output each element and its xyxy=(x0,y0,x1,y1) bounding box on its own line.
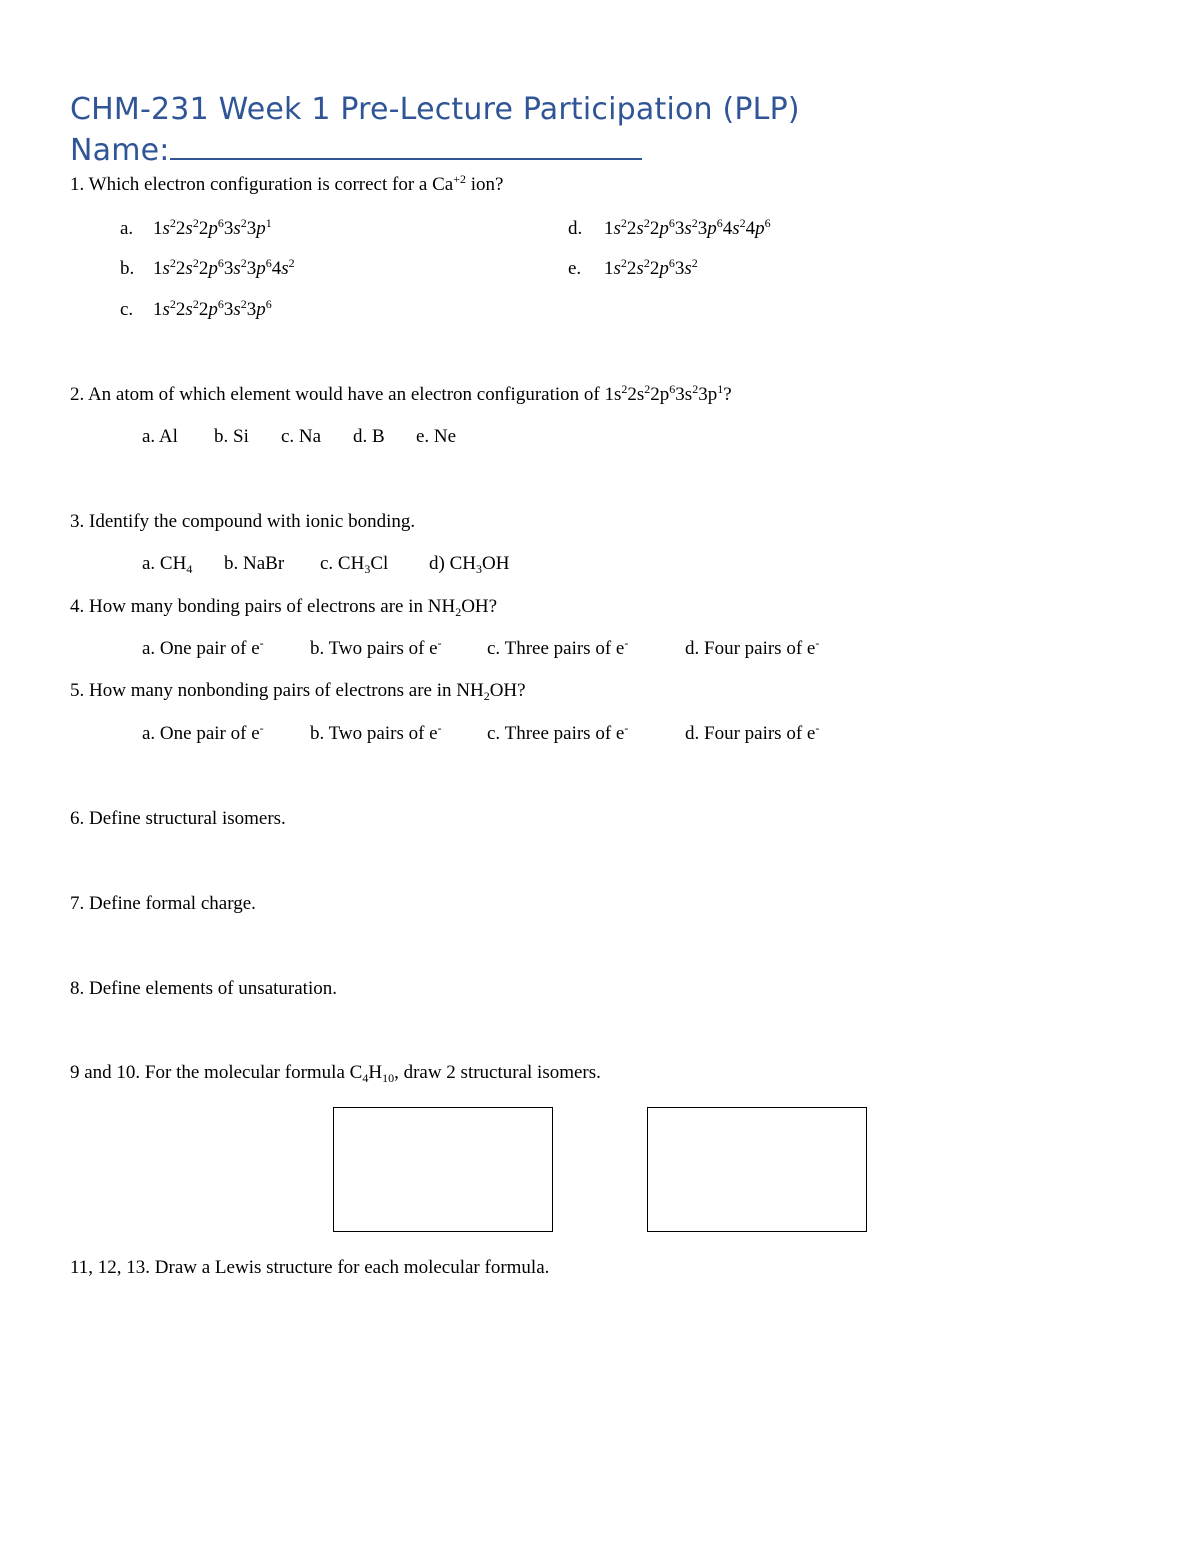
shell-number: 3 xyxy=(246,218,257,239)
orbital-letter: s xyxy=(185,258,193,279)
subscript: 2 xyxy=(483,689,490,703)
q3-option-d[interactable] xyxy=(429,553,509,575)
q1-option-a[interactable] xyxy=(120,218,133,240)
q4-option-a[interactable] xyxy=(142,638,264,660)
orbital-letter: s xyxy=(684,218,692,239)
charge-superscript: - xyxy=(624,636,629,650)
orbital-letter: s xyxy=(233,258,241,279)
electron-count: 6 xyxy=(668,256,675,270)
orbital-letter: s xyxy=(732,218,740,239)
shell-number: 2 xyxy=(649,218,660,239)
shell-number: 4 xyxy=(745,218,756,239)
shell-number: 1 xyxy=(153,258,163,279)
subscript: 3 xyxy=(475,562,482,576)
electron-count: 2 xyxy=(240,297,247,311)
name-blank-line[interactable] xyxy=(170,132,642,160)
question-5-text: 5. How many nonbonding pairs of electrons are in NH xyxy=(70,680,484,701)
question-5 xyxy=(70,680,526,702)
q1-option-e[interactable] xyxy=(568,258,581,280)
q2-option-e[interactable]: e. Ne xyxy=(416,426,457,447)
orbital-letter: s xyxy=(233,299,241,320)
electron-count: 2 xyxy=(643,216,650,230)
option-text-tail: Cl xyxy=(370,553,389,574)
q3-option-b[interactable]: b. NaBr xyxy=(224,553,285,574)
charge-superscript: - xyxy=(815,721,820,735)
electron-count: 6 xyxy=(716,216,723,230)
superscript: 2 xyxy=(692,382,699,396)
orbital-letter: s xyxy=(162,218,170,239)
shell-number: 2 xyxy=(198,218,209,239)
shell-number: 1 xyxy=(604,258,614,279)
shell-number: 3 xyxy=(223,299,234,320)
q3-option-c[interactable] xyxy=(320,553,388,575)
q5-option-c[interactable] xyxy=(487,723,628,745)
orbital-letter: p xyxy=(256,299,266,320)
name-field xyxy=(70,132,642,168)
electron-count: 2 xyxy=(192,216,199,230)
question-1 xyxy=(70,174,503,196)
orbital-letter: p xyxy=(208,258,218,279)
orbital-letter: p xyxy=(256,258,266,279)
shell-number: 2 xyxy=(175,218,186,239)
question-5-suffix: OH? xyxy=(489,680,526,701)
electron-count: 2 xyxy=(691,216,698,230)
question-3: 3. Identify the compound with ionic bonding. xyxy=(70,511,416,532)
q1-option-c-config xyxy=(153,299,272,321)
q3-option-a[interactable] xyxy=(142,553,192,575)
electron-count: 6 xyxy=(668,216,675,230)
q4-option-d[interactable] xyxy=(685,638,819,660)
shell-number: 3 xyxy=(674,258,685,279)
question-9-text: 9 and 10. For the molecular formula C xyxy=(70,1062,363,1083)
shell-number: 3 xyxy=(246,299,257,320)
formula-part: H xyxy=(368,1062,383,1083)
orbital-letter: s xyxy=(684,258,692,279)
q1-option-b-config xyxy=(153,258,295,280)
electron-count: 2 xyxy=(643,256,650,270)
option-letter: c. xyxy=(120,299,134,320)
electron-count: 2 xyxy=(169,216,176,230)
question-7: 7. Define formal charge. xyxy=(70,893,256,914)
option-text: d) CH xyxy=(429,553,476,574)
shell-number: 4 xyxy=(722,218,733,239)
q1-option-e-config xyxy=(604,258,698,280)
option-text: a. One pair of e xyxy=(142,723,260,744)
q1-option-b[interactable] xyxy=(120,258,134,280)
q1-option-d[interactable] xyxy=(568,218,582,240)
orbital-letter: p xyxy=(208,218,218,239)
option-letter: e. xyxy=(568,258,582,279)
question-2 xyxy=(70,384,732,406)
option-text: c. Three pairs of e xyxy=(487,638,625,659)
shell-number: 1 xyxy=(153,299,163,320)
orbital-letter: p xyxy=(707,218,717,239)
charge-superscript: - xyxy=(437,721,442,735)
electron-count: 6 xyxy=(217,216,224,230)
orbital-letter: s xyxy=(185,218,193,239)
electron-count: 2 xyxy=(169,297,176,311)
option-text: c. CH xyxy=(320,553,365,574)
question-11-13: 11, 12, 13. Draw a Lewis structure for each molecular formula. xyxy=(70,1257,550,1278)
question-9-10 xyxy=(70,1062,601,1084)
superscript: 1 xyxy=(717,382,724,396)
question-1-text: 1. Which electron configuration is correct for a Ca xyxy=(70,174,454,195)
orbital-letter: s xyxy=(613,258,621,279)
option-text: d. Four pairs of e xyxy=(685,723,816,744)
option-text: b. Two pairs of e xyxy=(310,723,438,744)
shell-number: 3 xyxy=(246,258,257,279)
electron-count: 2 xyxy=(620,216,627,230)
isomer-drawing-box-1[interactable] xyxy=(333,1107,553,1232)
electron-count: 6 xyxy=(764,216,771,230)
name-label: Name: xyxy=(70,133,170,168)
option-text: c. Three pairs of e xyxy=(487,723,625,744)
electron-count: 6 xyxy=(217,256,224,270)
q2-option-a[interactable]: a. Al xyxy=(142,426,178,447)
electron-count: 2 xyxy=(620,256,627,270)
electron-count: 2 xyxy=(169,256,176,270)
q1-option-a-config xyxy=(153,218,272,240)
question-6: 6. Define structural isomers. xyxy=(70,808,286,829)
q5-option-b[interactable] xyxy=(310,723,442,745)
q4-option-b[interactable] xyxy=(310,638,442,660)
option-text: a. CH xyxy=(142,553,187,574)
option-letter: d. xyxy=(568,218,583,239)
orbital-letter: p xyxy=(659,218,669,239)
superscript: 2 xyxy=(644,382,651,396)
superscript: 2 xyxy=(621,382,628,396)
isomer-drawing-box-2[interactable] xyxy=(647,1107,867,1232)
charge-superscript: - xyxy=(437,636,442,650)
shell-number: 2 xyxy=(626,258,637,279)
q2-option-d[interactable]: d. B xyxy=(353,426,385,447)
option-letter: b. xyxy=(120,258,135,279)
q2-option-b[interactable]: b. Si xyxy=(214,426,249,447)
shell-number: 3 xyxy=(674,218,685,239)
orbital-letter: s xyxy=(185,299,193,320)
q1-option-c[interactable] xyxy=(120,299,133,321)
orbital-letter: s xyxy=(281,258,289,279)
electron-count: 6 xyxy=(265,297,272,311)
electron-count: 2 xyxy=(691,256,698,270)
option-text-tail: OH xyxy=(481,553,510,574)
subscript: 4 xyxy=(186,562,193,576)
subscript: 10 xyxy=(382,1071,395,1085)
q1-option-d-config xyxy=(604,218,771,240)
orbital-letter: p xyxy=(256,218,266,239)
charge-superscript: - xyxy=(815,636,820,650)
shell-number: 2 xyxy=(626,218,637,239)
orbital-letter: s xyxy=(233,218,241,239)
orbital-letter: p xyxy=(755,218,765,239)
config-term: 2s xyxy=(627,384,645,405)
question-9-suffix: , draw 2 structural isomers. xyxy=(394,1062,601,1083)
charge-superscript: - xyxy=(624,721,629,735)
charge-superscript: - xyxy=(259,636,264,650)
subscript: 3 xyxy=(364,562,371,576)
option-text: a. One pair of e xyxy=(142,638,260,659)
shell-number: 2 xyxy=(175,299,186,320)
electron-count: 1 xyxy=(265,216,272,230)
electron-count: 2 xyxy=(192,256,199,270)
electron-count: 2 xyxy=(192,297,199,311)
orbital-letter: p xyxy=(659,258,669,279)
option-text: d. Four pairs of e xyxy=(685,638,816,659)
question-4-text: 4. How many bonding pairs of electrons are in NH xyxy=(70,596,456,617)
shell-number: 4 xyxy=(271,258,282,279)
electron-count: 6 xyxy=(265,256,272,270)
electron-count: 2 xyxy=(240,216,247,230)
config-term: 3s xyxy=(675,384,693,405)
orbital-letter: p xyxy=(208,299,218,320)
shell-number: 2 xyxy=(198,258,209,279)
orbital-letter: s xyxy=(636,218,644,239)
question-1-suffix: ion? xyxy=(465,174,504,195)
question-2-text: 2. An atom of which element would have an electron configuration of 1s xyxy=(70,384,622,405)
electron-count: 6 xyxy=(217,297,224,311)
config-term: 2p xyxy=(650,384,670,405)
orbital-letter: s xyxy=(162,258,170,279)
shell-number: 3 xyxy=(223,218,234,239)
q2-option-c[interactable]: c. Na xyxy=(281,426,322,447)
question-4 xyxy=(70,596,497,618)
q5-option-a[interactable] xyxy=(142,723,264,745)
q5-option-d[interactable] xyxy=(685,723,819,745)
electron-count: 2 xyxy=(240,256,247,270)
option-text: b. Two pairs of e xyxy=(310,638,438,659)
electron-count: 2 xyxy=(288,256,295,270)
config-term: 3p xyxy=(698,384,718,405)
subscript: 4 xyxy=(362,1071,369,1085)
shell-number: 3 xyxy=(697,218,708,239)
option-letter: a. xyxy=(120,218,134,239)
question-2-suffix: ? xyxy=(723,384,732,405)
superscript: 6 xyxy=(669,382,676,396)
question-1-charge: +2 xyxy=(453,172,466,186)
page-title: CHM-231 Week 1 Pre-Lecture Participation (PLP) xyxy=(70,92,800,127)
electron-count: 2 xyxy=(739,216,746,230)
question-8: 8. Define elements of unsaturation. xyxy=(70,978,337,999)
shell-number: 2 xyxy=(198,299,209,320)
shell-number: 3 xyxy=(223,258,234,279)
orbital-letter: s xyxy=(162,299,170,320)
charge-superscript: - xyxy=(259,721,264,735)
q4-option-c[interactable] xyxy=(487,638,628,660)
subscript: 2 xyxy=(455,605,462,619)
question-4-suffix: OH? xyxy=(461,596,498,617)
orbital-letter: s xyxy=(613,218,621,239)
orbital-letter: s xyxy=(636,258,644,279)
shell-number: 1 xyxy=(153,218,163,239)
shell-number: 2 xyxy=(175,258,186,279)
shell-number: 1 xyxy=(604,218,614,239)
shell-number: 2 xyxy=(649,258,660,279)
